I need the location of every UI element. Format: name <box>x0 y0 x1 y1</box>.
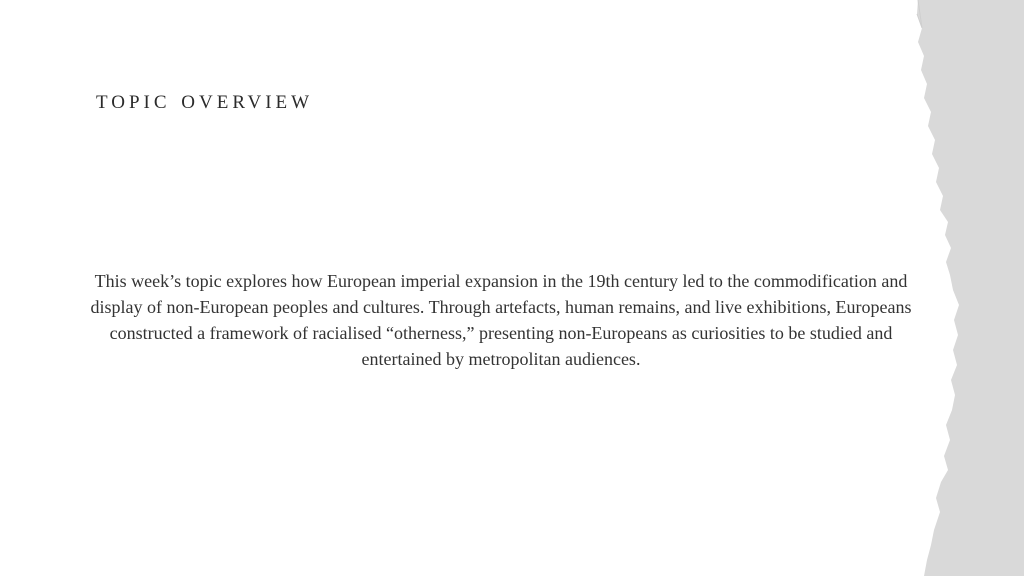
slide-title: topic overview <box>96 84 314 114</box>
slide-body-text: This week’s topic explores how European imperial expansion in the 19th century led to the commodification and display of non-European peoples and cultures. Through artefacts, human remains, and live exhibitions, Europeans constructed a framework of racialised “otherness,” presenting non-Europeans as curiosities to be studied and entertained by metropolitan audiences. <box>90 271 912 369</box>
